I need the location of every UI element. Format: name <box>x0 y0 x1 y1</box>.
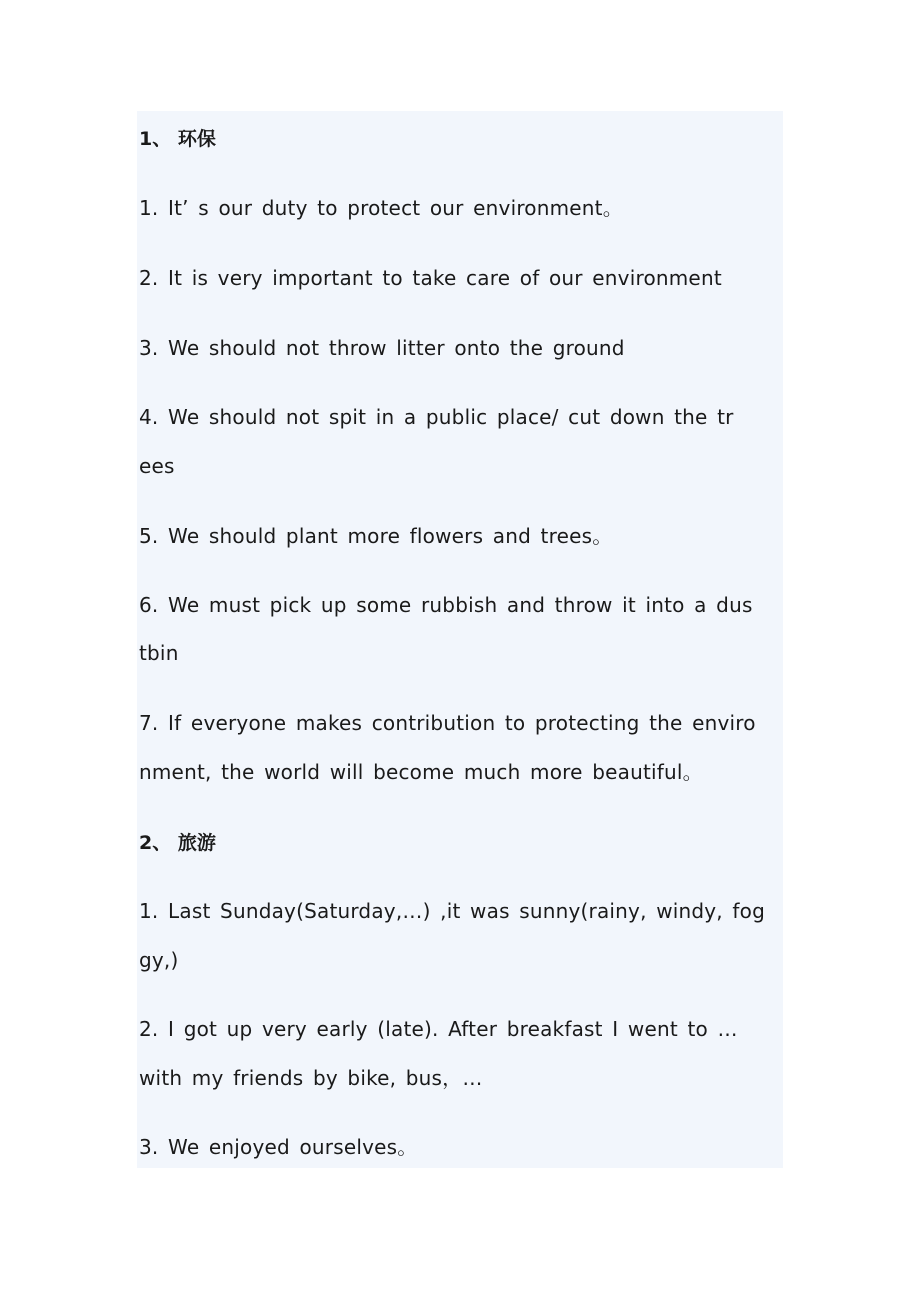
text-line: ees <box>139 454 175 478</box>
text-line: 2. It is very important to take care of our environment <box>139 266 722 290</box>
text-line: 1. It’ s our duty to protect our environment。 <box>139 196 623 220</box>
text-line: nment, the world will become much more beautiful。 <box>139 760 703 784</box>
text-line: 2. I got up very early (late). After breakfast I went to … <box>139 1017 738 1041</box>
text-line: 4. We should not spit in a public place/ cut down the tr <box>139 405 734 429</box>
text-line: with my friends by bike, bus，… <box>139 1066 483 1090</box>
text-line: 5. We should plant more flowers and trees。 <box>139 524 613 548</box>
text-line: 3. We enjoyed ourselves。 <box>139 1135 418 1159</box>
text-line: 1. Last Sunday(Saturday,…) ,it was sunny(rainy, windy, fog <box>139 899 765 923</box>
section-heading-travel: 2、 旅游 <box>139 832 216 854</box>
section-heading-environment: 1、 环保 <box>139 128 216 150</box>
text-line: 3. We should not throw litter onto the ground <box>139 336 625 360</box>
text-line: 7. If everyone makes contribution to protecting the enviro <box>139 711 756 735</box>
text-line: gy,) <box>139 948 179 972</box>
text-line: 6. We must pick up some rubbish and throw it into a dus <box>139 593 753 617</box>
text-line: tbin <box>139 641 179 665</box>
